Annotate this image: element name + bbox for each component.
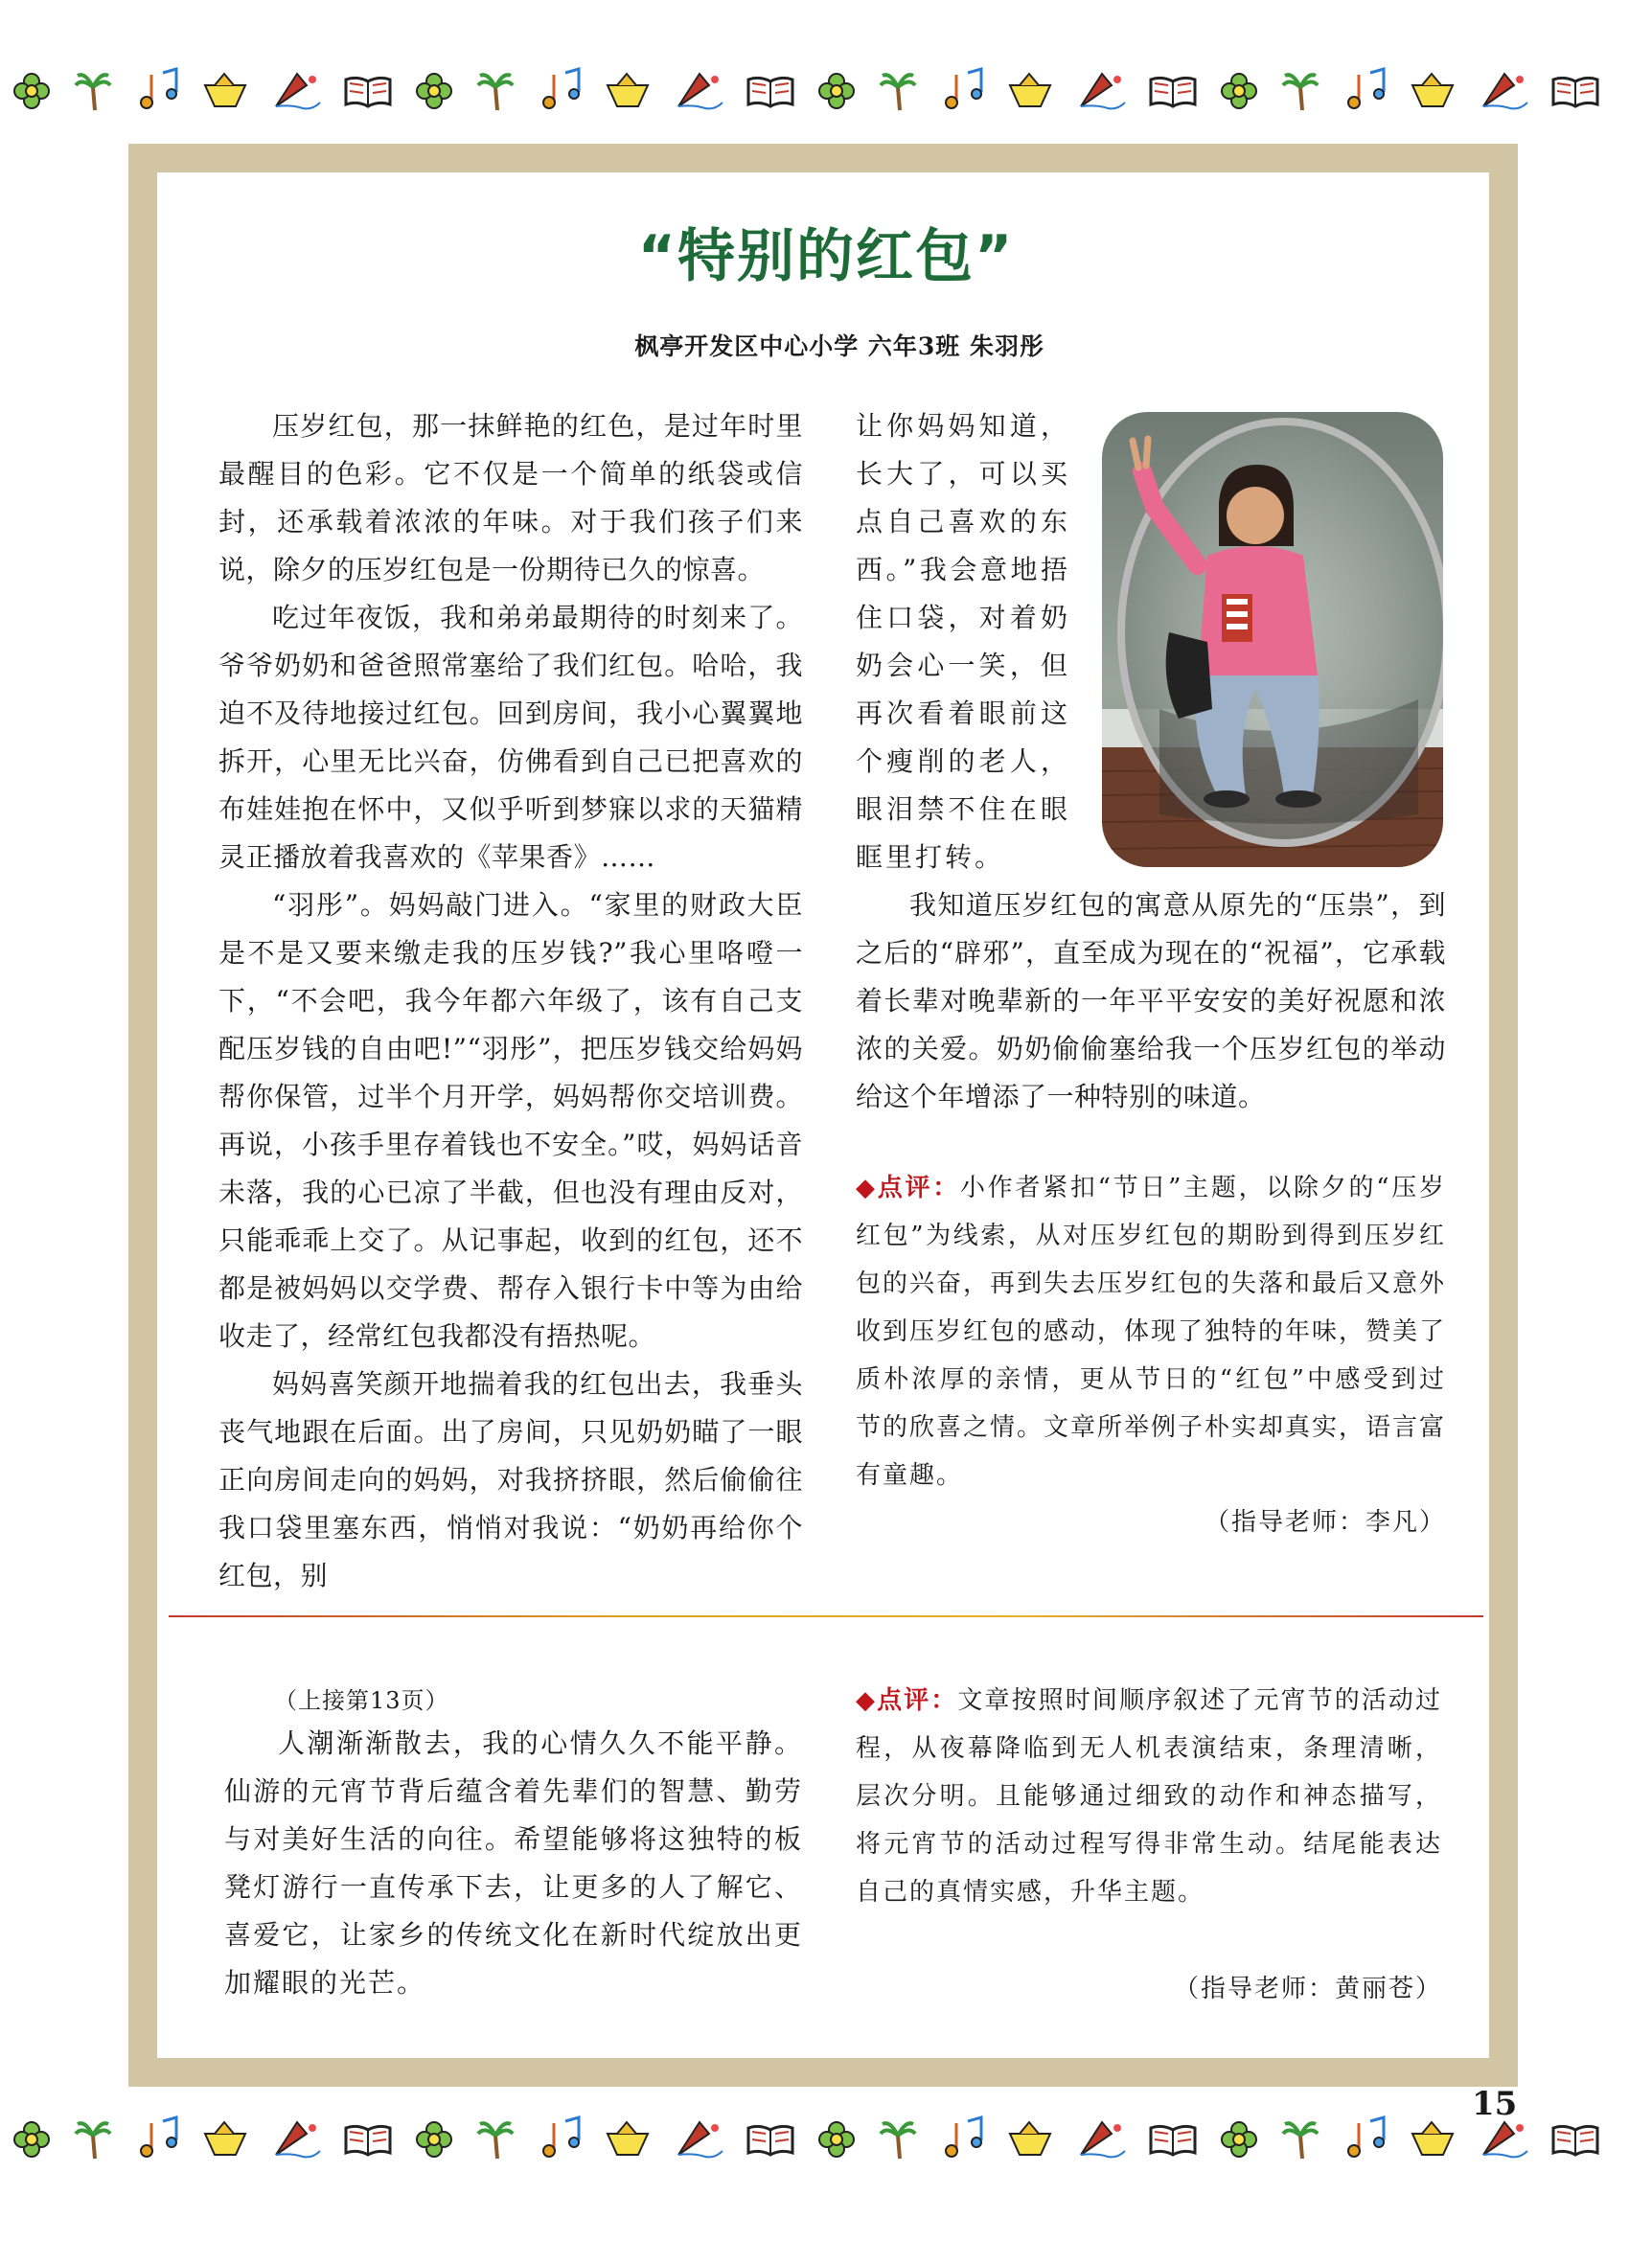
- paragraph: 压岁红包，那一抹鲜艳的红色，是过年时里最醒目的色彩。它不仅是一个简单的纸袋或信封，还承载着浓浓的年味。对于我们孩子们来说，除夕的压岁红包是一份期待已久的惊喜。: [218, 410, 803, 585]
- paper-boat-icon: [606, 72, 650, 110]
- open-book-icon: [746, 74, 794, 108]
- review-comment: [856, 1677, 1442, 1916]
- music-note-icon: [1342, 2115, 1389, 2163]
- comment-label: ◆点评：: [856, 1686, 958, 1715]
- open-book-icon: [1551, 2122, 1599, 2157]
- deco-group: [0, 2115, 402, 2163]
- flower-icon: [11, 70, 53, 112]
- palm-tree-icon: [476, 2118, 515, 2161]
- review-comment: [856, 1164, 1446, 1499]
- music-note-icon: [939, 2115, 987, 2163]
- deco-group: [805, 2115, 1207, 2163]
- paper-boat-icon: [1411, 72, 1455, 110]
- deco-group: [1207, 67, 1610, 115]
- paper-boat-icon: [606, 2120, 650, 2159]
- decorative-border-top: [0, 38, 1652, 144]
- author-photo: [1102, 412, 1443, 867]
- advisor-credit: （指导老师：李凡）: [1204, 1508, 1446, 1537]
- paper-boat-icon: [1008, 2120, 1052, 2159]
- palm-tree-icon: [74, 70, 112, 112]
- flower-icon: [815, 2118, 858, 2161]
- music-note-icon: [537, 67, 585, 115]
- article-right-column: [856, 881, 1446, 1121]
- flower-icon: [413, 2118, 455, 2161]
- advisor-credit: （指导老师：黄丽苍）: [1173, 1975, 1442, 2003]
- open-book-icon: [1551, 74, 1599, 108]
- music-note-icon: [537, 2115, 585, 2163]
- flower-icon: [1218, 70, 1260, 112]
- section-divider: [169, 1615, 1483, 1617]
- kite-icon: [671, 70, 724, 112]
- paper-boat-icon: [1411, 2120, 1455, 2159]
- flower-icon: [11, 2118, 53, 2161]
- page-number: 15: [1472, 2085, 1518, 2123]
- deco-group: [402, 2115, 805, 2163]
- comment-text: 文章按照时间顺序叙述了元宵节的活动过程，从夜幕降临到无人机表演结束，条理清晰，层次分明。且能够通过细致的动作和神态描写，将元宵节的活动过程写得非常生动。结尾能表达自己的真情实感，升华主题。: [856, 1686, 1442, 1907]
- deco-group: [1207, 2115, 1610, 2163]
- open-book-icon: [1149, 2122, 1197, 2157]
- kite-icon: [1476, 70, 1529, 112]
- open-book-icon: [344, 2122, 392, 2157]
- author-byline: 枫亭开发区中心小学 六年3班 朱羽彤: [634, 332, 1044, 360]
- music-note-icon: [134, 2115, 182, 2163]
- palm-tree-icon: [879, 2118, 917, 2161]
- comment-text: 小作者紧扣“节日”主题，以除夕的“压岁红包”为线索，从对压岁红包的期盼到得到压岁红包的兴奋，再到失去压岁红包的失落和最后又意外收到压岁红包的感动，体现了独特的年味，赞美了质朴浓厚的亲情，更从节日的“红包”中感受到过节的欣喜之情。文章所举例子朴实却真实，语言富有童趣。: [856, 1174, 1447, 1490]
- continuation-note: （上接第13页）: [274, 1687, 449, 1714]
- paragraph: 让你妈妈知道，长大了，可以买点自己喜欢的东西。”我会意地捂住口袋，对着奶奶会心一笑，但再次看着眼前这个瘦削的老人，眼泪禁不住在眼眶里打转。: [856, 410, 1070, 873]
- photo-illustration: [1102, 412, 1443, 867]
- kite-icon: [1073, 2118, 1127, 2161]
- flower-icon: [413, 70, 455, 112]
- kite-icon: [1476, 2118, 1529, 2161]
- flower-icon: [1218, 2118, 1260, 2161]
- paragraph: 人潮渐渐散去，我的心情久久不能平静。仙游的元宵节背后蕴含着先辈们的智慧、勤劳与对美好生活的向往。希望能够将这独特的板凳灯游行一直传承下去，让更多的人了解它、喜爱它，让家乡的传统文化在新时代绽放出更加耀眼的光芒。: [224, 1727, 803, 1999]
- deco-group: [0, 67, 402, 115]
- decorative-border-bottom: [0, 2087, 1652, 2192]
- palm-tree-icon: [879, 70, 917, 112]
- kite-icon: [268, 70, 322, 112]
- open-book-icon: [1149, 74, 1197, 108]
- article-left-column: [218, 402, 803, 1600]
- palm-tree-icon: [1281, 70, 1319, 112]
- paragraph: “羽彤”。妈妈敲门进入。“家里的财政大臣是不是又要来缴走我的压岁钱?”我心里咯噔一下，“不会吧，我今年都六年级了，该有自己支配压岁钱的自由吧!”“羽彤”，把压岁钱交给妈妈帮你保管，过半个月开学，妈妈帮你交培训费。再说，小孩手里存着钱也不安全。”哎，妈妈话音未落，我的心已凉了半截，但也没有理由反对，只能乖乖上交了。从记事起，收到的红包，还不都是被妈妈以交学费、帮存入银行卡中等为由给收走了，经常红包我都没有捂热呢。: [218, 889, 803, 1352]
- paper-boat-icon: [203, 2120, 247, 2159]
- article-title: “特别的红包”: [637, 223, 1015, 290]
- continuation-text-column: [224, 1720, 803, 2007]
- paper-boat-icon: [1008, 72, 1052, 110]
- open-book-icon: [344, 74, 392, 108]
- kite-icon: [671, 2118, 724, 2161]
- music-note-icon: [134, 67, 182, 115]
- flower-icon: [815, 70, 858, 112]
- kite-icon: [1073, 70, 1127, 112]
- paragraph: 我知道压岁红包的寓意从原先的“压祟”，到之后的“辟邪”，直至成为现在的“祝福”，它承载着长辈对晚辈新的一年平平安安的美好祝愿和浓浓的关爱。奶奶偷偷塞给我一个压岁红包的举动给这个年增添了一种特别的味道。: [856, 889, 1446, 1112]
- deco-group: [402, 67, 805, 115]
- music-note-icon: [1342, 67, 1389, 115]
- paragraph: 妈妈喜笑颜开地揣着我的红包出去，我垂头丧气地跟在后面。出了房间，只见奶奶瞄了一眼正向房间走向的妈妈，对我挤挤眼，然后偷偷往我口袋里塞东西，悄悄对我说：“奶奶再给你个红包，别: [218, 1368, 803, 1591]
- paragraph: 吃过年夜饭，我和弟弟最期待的时刻来了。爷爷奶奶和爸爸照常塞给了我们红包。哈哈，我迫不及待地接过红包。回到房间，我小心翼翼地拆开，心里无比兴奋，仿佛看到自己已把喜欢的布娃娃抱在怀中，又似乎听到梦寐以求的天猫精灵正播放着我喜欢的《苹果香》……: [218, 602, 803, 873]
- palm-tree-icon: [1281, 2118, 1319, 2161]
- palm-tree-icon: [476, 70, 515, 112]
- palm-tree-icon: [74, 2118, 112, 2161]
- music-note-icon: [939, 67, 987, 115]
- deco-group: [805, 67, 1207, 115]
- comment-label: ◆点评：: [856, 1174, 960, 1202]
- kite-icon: [268, 2118, 322, 2161]
- article-narrow-column: [856, 402, 1070, 881]
- paper-boat-icon: [203, 72, 247, 110]
- open-book-icon: [746, 2122, 794, 2157]
